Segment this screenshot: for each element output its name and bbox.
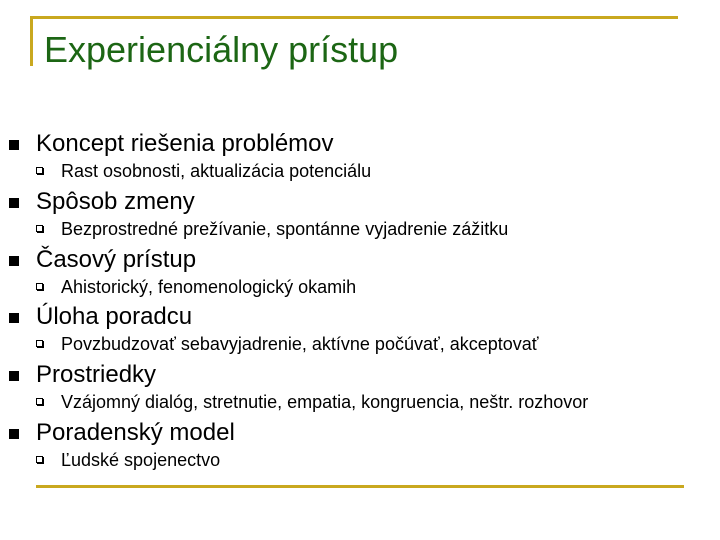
- bullet-subitem: Rast osobnosti, aktualizácia potenciálu: [61, 161, 372, 181]
- hollow-square-bullet-icon: [36, 340, 43, 347]
- bullet-heading: Koncept riešenia problémov: [36, 130, 334, 157]
- square-bullet-icon: [9, 371, 19, 381]
- square-bullet-icon: [9, 429, 19, 439]
- slide-title: Experienciálny prístup: [44, 29, 399, 70]
- square-bullet-icon: [9, 140, 19, 150]
- hollow-square-bullet-icon: [36, 225, 43, 232]
- bullet-heading: Úloha poradcu: [36, 303, 193, 330]
- bullet-subitem: Ľudské spojenectvo: [61, 450, 221, 470]
- square-bullet-icon: [9, 313, 19, 323]
- bullet-subitem: Povzbudzovať sebavyjadrenie, aktívne počúvať, akceptovať: [61, 334, 539, 354]
- bullet-subitem: Vzájomný dialóg, stretnutie, empatia, kongruencia, neštr. rozhovor: [61, 392, 589, 412]
- bullet-heading: Prostriedky: [36, 361, 157, 388]
- hollow-square-bullet-icon: [36, 398, 43, 405]
- bullet-heading: Časový prístup: [36, 246, 197, 273]
- hollow-square-bullet-icon: [36, 283, 43, 290]
- hollow-square-bullet-icon: [36, 167, 43, 174]
- bullet-heading: Spôsob zmeny: [36, 188, 195, 215]
- square-bullet-icon: [9, 198, 19, 208]
- square-bullet-icon: [9, 256, 19, 266]
- bullet-subitem: Ahistorický, fenomenologický okamih: [61, 277, 357, 297]
- bullet-subitem: Bezprostredné prežívanie, spontánne vyjadrenie zážitku: [61, 219, 509, 239]
- hollow-square-bullet-icon: [36, 456, 43, 463]
- bullet-heading: Poradenský model: [36, 419, 235, 446]
